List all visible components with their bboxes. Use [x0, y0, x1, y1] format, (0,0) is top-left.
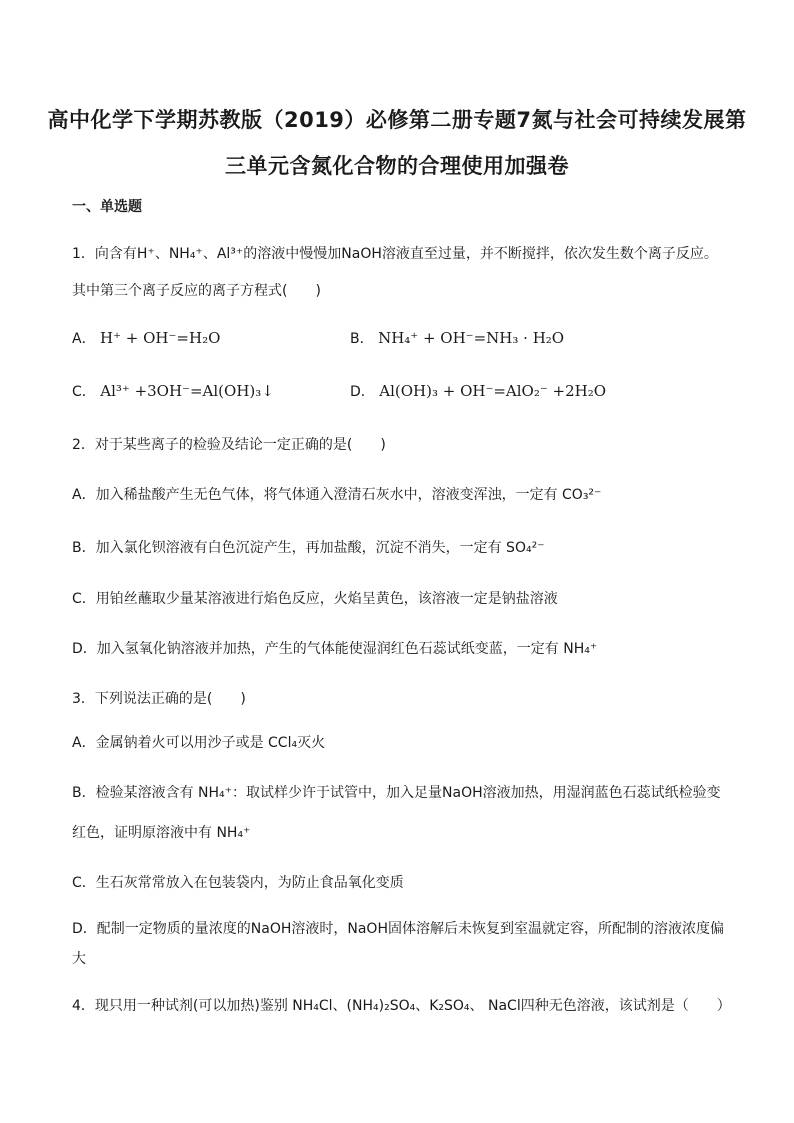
q1-stem-line-2: 其中第三个离子反应的离子方程式( )	[72, 283, 321, 299]
q1-option-a-formula: H⁺ + OH⁻=H₂O	[100, 329, 221, 347]
q3-option-d-line-2[interactable]: 大	[72, 951, 86, 967]
section-heading: 一、单选题	[72, 199, 142, 215]
q1-option-a-label: A．	[72, 331, 96, 347]
q3-option-b-line-1[interactable]: B．检验某溶液含有 NH₄⁺：取试样少许于试管中，加入足量NaOH溶液加热，用湿润蓝色石蕊试纸检验变	[72, 785, 721, 801]
q1-stem-line-1: 1．向含有H⁺、NH₄⁺、Al³⁺的溶液中慢慢加NaOH溶液直至过量，并不断搅拌，依次发生数个离子反应。	[72, 246, 718, 262]
q1-option-c[interactable]	[72, 381, 274, 401]
q1-option-d-label: D．	[350, 384, 375, 400]
q1-option-d-formula: Al(OH)₃ + OH⁻=AlO₂⁻ +2H₂O	[379, 382, 607, 400]
q1-option-b-label: B．	[350, 331, 374, 347]
q1-option-c-formula: Al³⁺ +3OH⁻=Al(OH)₃↓	[100, 382, 274, 400]
q2-option-c[interactable]: C．用铂丝蘸取少量某溶液进行焰色反应，火焰呈黄色，该溶液一定是钠盐溶液	[72, 591, 558, 607]
document-title-line-1: 高中化学下学期苏教版（2019）必修第二册专题7氮与社会可持续发展第	[47, 108, 747, 132]
q1-option-b[interactable]	[350, 328, 564, 348]
q2-option-d[interactable]: D．加入氢氧化钠溶液并加热，产生的气体能使湿润红色石蕊试纸变蓝，一定有 NH₄⁺	[72, 641, 598, 657]
q4-stem: 4．现只用一种试剂(可以加热)鉴别 NH₄Cl、(NH₄)₂SO₄、K₂SO₄、 NaCl四种无色溶液，该试剂是（ ）	[72, 998, 731, 1014]
q3-option-b-line-2[interactable]: 红色，证明原溶液中有 NH₄⁺	[72, 825, 251, 841]
q3-stem: 3．下列说法正确的是( )	[72, 691, 246, 707]
q1-option-b-formula: NH₄⁺ + OH⁻=NH₃ · H₂O	[378, 329, 565, 347]
q2-option-b[interactable]: B．加入氯化钡溶液有白色沉淀产生，再加盐酸，沉淀不消失，一定有 SO₄²⁻	[72, 540, 545, 556]
q3-option-a[interactable]: A．金属钠着火可以用沙子或是 CCl₄灭火	[72, 735, 326, 751]
q3-option-c[interactable]: C．生石灰常常放入在包装袋内，为防止食品氧化变质	[72, 875, 404, 891]
q1-option-c-label: C．	[72, 384, 96, 400]
q1-option-a[interactable]	[72, 328, 220, 348]
q1-option-d[interactable]	[350, 381, 606, 401]
q3-option-d-line-1[interactable]: D．配制一定物质的量浓度的NaOH溶液时，NaOH固体溶解后未恢复到室温就定容，所配制的溶液浓度偏	[72, 921, 724, 937]
q2-option-a[interactable]: A．加入稀盐酸产生无色气体，将气体通入澄清石灰水中，溶液变浑浊，一定有 CO₃²⁻	[72, 487, 602, 503]
document-title-line-2: 三单元含氮化合物的合理使用加强卷	[225, 154, 569, 178]
q2-stem: 2．对于某些离子的检验及结论一定正确的是( )	[72, 437, 386, 453]
